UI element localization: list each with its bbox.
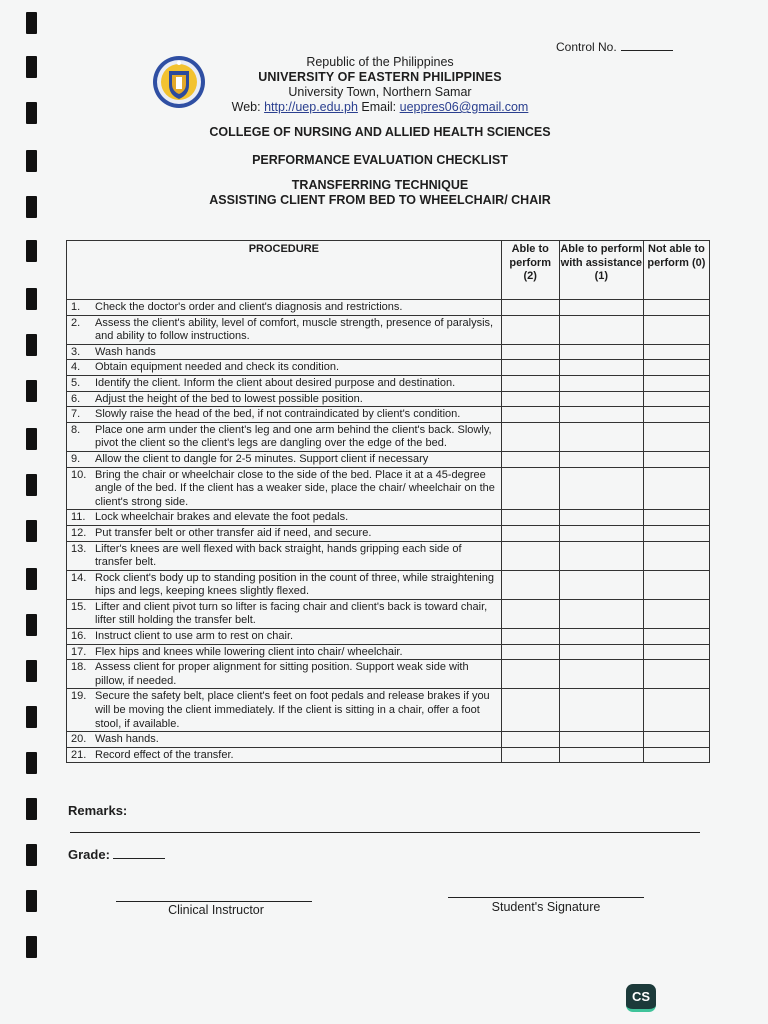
procedure-cell xyxy=(67,344,502,360)
score-assist-cell[interactable] xyxy=(559,315,643,344)
binding-hole xyxy=(26,752,37,774)
procedure-step xyxy=(71,301,499,315)
step-text: Wash hands xyxy=(95,345,156,358)
score-not-able-cell[interactable] xyxy=(643,660,709,689)
binding-hole xyxy=(26,474,37,496)
procedure-cell xyxy=(67,525,502,541)
email-link[interactable]: ueppres06@gmail.com xyxy=(399,100,529,114)
web-label: Web: xyxy=(231,100,261,114)
procedure-cell xyxy=(67,422,502,451)
instructor-label: Clinical Instructor xyxy=(168,903,264,917)
procedure-step xyxy=(71,424,499,451)
procedure-step xyxy=(71,690,499,731)
header-not-able: Not able to perform (0) xyxy=(643,241,709,300)
score-able-cell[interactable] xyxy=(501,300,559,316)
procedure-cell xyxy=(67,689,502,732)
technique-title: TRANSFERRING TECHNIQUE xyxy=(291,178,469,192)
table-row xyxy=(67,344,710,360)
procedure-cell xyxy=(67,391,502,407)
score-not-able-cell[interactable] xyxy=(643,629,709,645)
score-not-able-cell[interactable] xyxy=(643,391,709,407)
score-not-able-cell[interactable] xyxy=(643,375,709,391)
table-row xyxy=(67,689,710,732)
binding-hole xyxy=(26,102,37,124)
procedure-step xyxy=(71,377,499,391)
score-able-cell[interactable] xyxy=(501,541,559,570)
step-text: Wash hands. xyxy=(95,733,159,746)
score-assist-cell[interactable] xyxy=(559,660,643,689)
step-text: Lifter's knees are well flexed with back straight, hands gripping each side of transfer belt. xyxy=(95,542,462,569)
header-assist: Able to perform with assistance (1) xyxy=(559,241,643,300)
remarks-line[interactable] xyxy=(70,832,700,833)
step-text: Place one arm under the client's leg and one arm behind the client's back. Slowly, pivot the client so the client's legs are dangling over the edge of the bed. xyxy=(95,423,492,450)
score-not-able-cell[interactable] xyxy=(643,407,709,423)
step-number: 10. xyxy=(71,468,87,481)
step-number: 5. xyxy=(71,376,81,389)
procedure-cell xyxy=(67,510,502,526)
control-number-blank xyxy=(621,40,673,51)
step-number: 7. xyxy=(71,408,81,421)
procedure-cell xyxy=(67,541,502,570)
republic-line: Republic of the Philippines xyxy=(306,55,454,69)
score-not-able-cell[interactable] xyxy=(643,315,709,344)
web-link[interactable]: http://uep.edu.ph xyxy=(264,100,358,114)
step-text: Assess the client's ability, level of comfort, muscle strength, presence of paralysis, and ability to follow instructions. xyxy=(95,316,494,343)
procedure-step xyxy=(71,408,499,422)
score-assist-cell[interactable] xyxy=(559,300,643,316)
procedure-step xyxy=(71,393,499,407)
step-number: 17. xyxy=(71,645,87,658)
score-assist-cell[interactable] xyxy=(559,599,643,628)
step-text: Adjust the height of the bed to lowest possible position. xyxy=(95,392,363,405)
score-not-able-cell[interactable] xyxy=(643,747,709,763)
score-not-able-cell[interactable] xyxy=(643,510,709,526)
table-row xyxy=(67,422,710,451)
score-able-cell[interactable] xyxy=(501,467,559,510)
procedure-step xyxy=(71,572,499,599)
table-row xyxy=(67,747,710,763)
step-number: 12. xyxy=(71,526,87,539)
step-text: Identify the client. Inform the client about desired purpose and destination. xyxy=(95,376,456,389)
table-row xyxy=(67,391,710,407)
score-able-cell[interactable] xyxy=(501,451,559,467)
step-text: Flex hips and knees while lowering client into chair/ wheelchair. xyxy=(95,645,403,658)
procedure-step xyxy=(71,630,499,644)
header-able: Able to perform (2) xyxy=(501,241,559,300)
score-not-able-cell[interactable] xyxy=(643,644,709,660)
score-not-able-cell[interactable] xyxy=(643,599,709,628)
binding-hole xyxy=(26,568,37,590)
table-row xyxy=(67,570,710,599)
score-able-cell[interactable] xyxy=(501,732,559,748)
score-able-cell[interactable] xyxy=(501,629,559,645)
score-able-cell[interactable] xyxy=(501,747,559,763)
procedure-step xyxy=(71,317,499,344)
score-assist-cell[interactable] xyxy=(559,629,643,645)
step-number: 16. xyxy=(71,630,87,643)
control-number xyxy=(556,40,673,54)
step-text: Bring the chair or wheelchair close to the side of the bed. Place it at a 45-degree angle of the bed. If the client has a weaker side, place the chair/ wheelchair on the client's strong side. xyxy=(95,468,495,508)
score-assist-cell[interactable] xyxy=(559,422,643,451)
procedure-step xyxy=(71,543,499,570)
step-number: 2. xyxy=(71,316,81,329)
email-label: Email: xyxy=(361,100,397,114)
score-not-able-cell[interactable] xyxy=(643,541,709,570)
header-procedure: PROCEDURE xyxy=(67,241,502,300)
step-number: 1. xyxy=(71,301,81,313)
binding-hole xyxy=(26,56,37,78)
binding-hole xyxy=(26,660,37,682)
procedure-step xyxy=(71,346,499,360)
score-assist-cell[interactable] xyxy=(559,689,643,732)
grade-blank[interactable] xyxy=(113,846,165,859)
table-row xyxy=(67,451,710,467)
procedure-step xyxy=(71,453,499,467)
step-number: 4. xyxy=(71,361,81,374)
score-able-cell[interactable] xyxy=(501,407,559,423)
score-assist-cell[interactable] xyxy=(559,375,643,391)
control-number-label: Control No. xyxy=(556,40,617,54)
score-assist-cell[interactable] xyxy=(559,360,643,376)
score-not-able-cell[interactable] xyxy=(643,570,709,599)
procedure-cell xyxy=(67,467,502,510)
procedure-table xyxy=(66,240,710,763)
binding-hole xyxy=(26,428,37,450)
table-row xyxy=(67,644,710,660)
procedure-cell xyxy=(67,660,502,689)
score-not-able-cell[interactable] xyxy=(643,732,709,748)
score-assist-cell[interactable] xyxy=(559,391,643,407)
step-number: 3. xyxy=(71,345,81,358)
checklist-title: PERFORMANCE EVALUATION CHECKLIST xyxy=(252,153,508,167)
procedure-step xyxy=(71,469,499,510)
score-not-able-cell[interactable] xyxy=(643,467,709,510)
binding-hole xyxy=(26,936,37,958)
table-row xyxy=(67,629,710,645)
step-number: 18. xyxy=(71,661,87,674)
binding-hole xyxy=(26,614,37,636)
step-text: Lock wheelchair brakes and elevate the foot pedals. xyxy=(95,511,349,524)
step-text: Allow the client to dangle for 2-5 minutes. Support client if necessary xyxy=(95,452,429,465)
binding-hole xyxy=(26,706,37,728)
table-row xyxy=(67,315,710,344)
step-text: Rock client's body up to standing position in the count of three, while straightening hips and legs, keeping knees slightly flexed. xyxy=(95,571,494,598)
binding-holes xyxy=(26,4,40,970)
remarks-label: Remarks: xyxy=(68,803,128,818)
procedure-step xyxy=(71,527,499,541)
procedure-cell xyxy=(67,629,502,645)
score-able-cell[interactable] xyxy=(501,644,559,660)
step-text: Assess client for proper alignment for sitting position. Support weak side with pillow, if needed. xyxy=(95,661,469,687)
step-number: 6. xyxy=(71,392,81,405)
institution-header xyxy=(180,55,580,115)
score-assist-cell[interactable] xyxy=(559,644,643,660)
step-text: Check the doctor's order and client's diagnosis and restrictions. xyxy=(95,301,403,313)
step-text: Record effect of the transfer. xyxy=(95,748,234,761)
score-able-cell[interactable] xyxy=(501,360,559,376)
score-able-cell[interactable] xyxy=(501,391,559,407)
score-assist-cell[interactable] xyxy=(559,570,643,599)
step-text: Obtain equipment needed and check its condition. xyxy=(95,361,339,374)
table-header-row xyxy=(67,241,710,300)
score-able-cell[interactable] xyxy=(501,660,559,689)
step-number: 19. xyxy=(71,690,87,703)
university-name: UNIVERSITY OF EASTERN PHILIPPINES xyxy=(258,70,502,84)
score-not-able-cell[interactable] xyxy=(643,300,709,316)
score-not-able-cell[interactable] xyxy=(643,422,709,451)
procedure-step xyxy=(71,733,499,747)
binding-hole xyxy=(26,798,37,820)
step-number: 11. xyxy=(71,511,86,524)
procedure-step xyxy=(71,661,499,688)
step-text: Instruct client to use arm to rest on chair. xyxy=(95,630,294,643)
score-able-cell[interactable] xyxy=(501,510,559,526)
camscanner-badge-icon: CS xyxy=(626,984,656,1012)
instructor-signature-line[interactable] xyxy=(116,901,312,902)
score-able-cell[interactable] xyxy=(501,344,559,360)
step-number: 13. xyxy=(71,542,87,555)
step-text: Secure the safety belt, place client's feet on foot pedals and release brakes if you will be moving the client immediately. If the client is sitting in a chair, offer a foot stool, if available. xyxy=(95,690,490,730)
binding-hole xyxy=(26,12,37,34)
procedure-cell xyxy=(67,747,502,763)
step-number: 9. xyxy=(71,452,81,465)
college-title: COLLEGE OF NURSING AND ALLIED HEALTH SCIENCES xyxy=(209,125,551,139)
step-number: 21. xyxy=(71,748,87,761)
score-not-able-cell[interactable] xyxy=(643,451,709,467)
score-assist-cell[interactable] xyxy=(559,344,643,360)
table-row xyxy=(67,660,710,689)
table-row xyxy=(67,375,710,391)
procedure-cell xyxy=(67,732,502,748)
score-assist-cell[interactable] xyxy=(559,510,643,526)
step-number: 20. xyxy=(71,733,87,746)
score-assist-cell[interactable] xyxy=(559,407,643,423)
score-able-cell[interactable] xyxy=(501,375,559,391)
step-text: Lifter and client pivot turn so lifter is facing chair and client's back is toward chair, lifter still holding the transfer belt. xyxy=(95,600,488,627)
step-text: Slowly raise the head of the bed, if not contraindicated by client's condition. xyxy=(95,408,461,421)
grade-label: Grade: xyxy=(68,847,110,862)
procedure-step xyxy=(71,646,499,660)
binding-hole xyxy=(26,844,37,866)
binding-hole xyxy=(26,334,37,356)
score-able-cell[interactable] xyxy=(501,315,559,344)
score-not-able-cell[interactable] xyxy=(643,525,709,541)
score-assist-cell[interactable] xyxy=(559,525,643,541)
table-row xyxy=(67,541,710,570)
score-able-cell[interactable] xyxy=(501,689,559,732)
procedure-cell xyxy=(67,300,502,316)
score-assist-cell[interactable] xyxy=(559,747,643,763)
score-not-able-cell[interactable] xyxy=(643,360,709,376)
procedure-step xyxy=(71,749,499,763)
table-row xyxy=(67,407,710,423)
score-able-cell[interactable] xyxy=(501,422,559,451)
table-row xyxy=(67,360,710,376)
score-not-able-cell[interactable] xyxy=(643,344,709,360)
step-number: 15. xyxy=(71,600,87,613)
score-assist-cell[interactable] xyxy=(559,732,643,748)
procedure-cell xyxy=(67,644,502,660)
table-row xyxy=(67,467,710,510)
grade-field xyxy=(68,846,165,862)
student-signature-line[interactable] xyxy=(448,897,644,898)
university-address: University Town, Northern Samar xyxy=(288,85,472,99)
procedure-step xyxy=(71,361,499,375)
procedure-step xyxy=(71,511,499,525)
score-assist-cell[interactable] xyxy=(559,451,643,467)
score-not-able-cell[interactable] xyxy=(643,689,709,732)
score-assist-cell[interactable] xyxy=(559,541,643,570)
binding-hole xyxy=(26,196,37,218)
score-able-cell[interactable] xyxy=(501,525,559,541)
binding-hole xyxy=(26,288,37,310)
procedure-cell xyxy=(67,407,502,423)
score-able-cell[interactable] xyxy=(501,599,559,628)
technique-subtitle: ASSISTING CLIENT FROM BED TO WHEELCHAIR/ CHAIR xyxy=(209,193,551,207)
table-row xyxy=(67,300,710,316)
procedure-cell xyxy=(67,315,502,344)
contact-line xyxy=(180,100,580,115)
table-row xyxy=(67,525,710,541)
student-label: Student's Signature xyxy=(491,900,601,914)
binding-hole xyxy=(26,240,37,262)
table-row xyxy=(67,732,710,748)
table-row xyxy=(67,599,710,628)
table-row xyxy=(67,510,710,526)
procedure-cell xyxy=(67,451,502,467)
procedure-cell xyxy=(67,375,502,391)
binding-hole xyxy=(26,150,37,172)
score-assist-cell[interactable] xyxy=(559,467,643,510)
binding-hole xyxy=(26,380,37,402)
binding-hole xyxy=(26,890,37,912)
step-text: Put transfer belt or other transfer aid if need, and secure. xyxy=(95,526,372,539)
step-number: 8. xyxy=(71,423,81,436)
step-number: 14. xyxy=(71,571,87,584)
procedure-cell xyxy=(67,599,502,628)
binding-hole xyxy=(26,520,37,542)
score-able-cell[interactable] xyxy=(501,570,559,599)
procedure-step xyxy=(71,601,499,628)
procedure-cell xyxy=(67,570,502,599)
procedure-cell xyxy=(67,360,502,376)
